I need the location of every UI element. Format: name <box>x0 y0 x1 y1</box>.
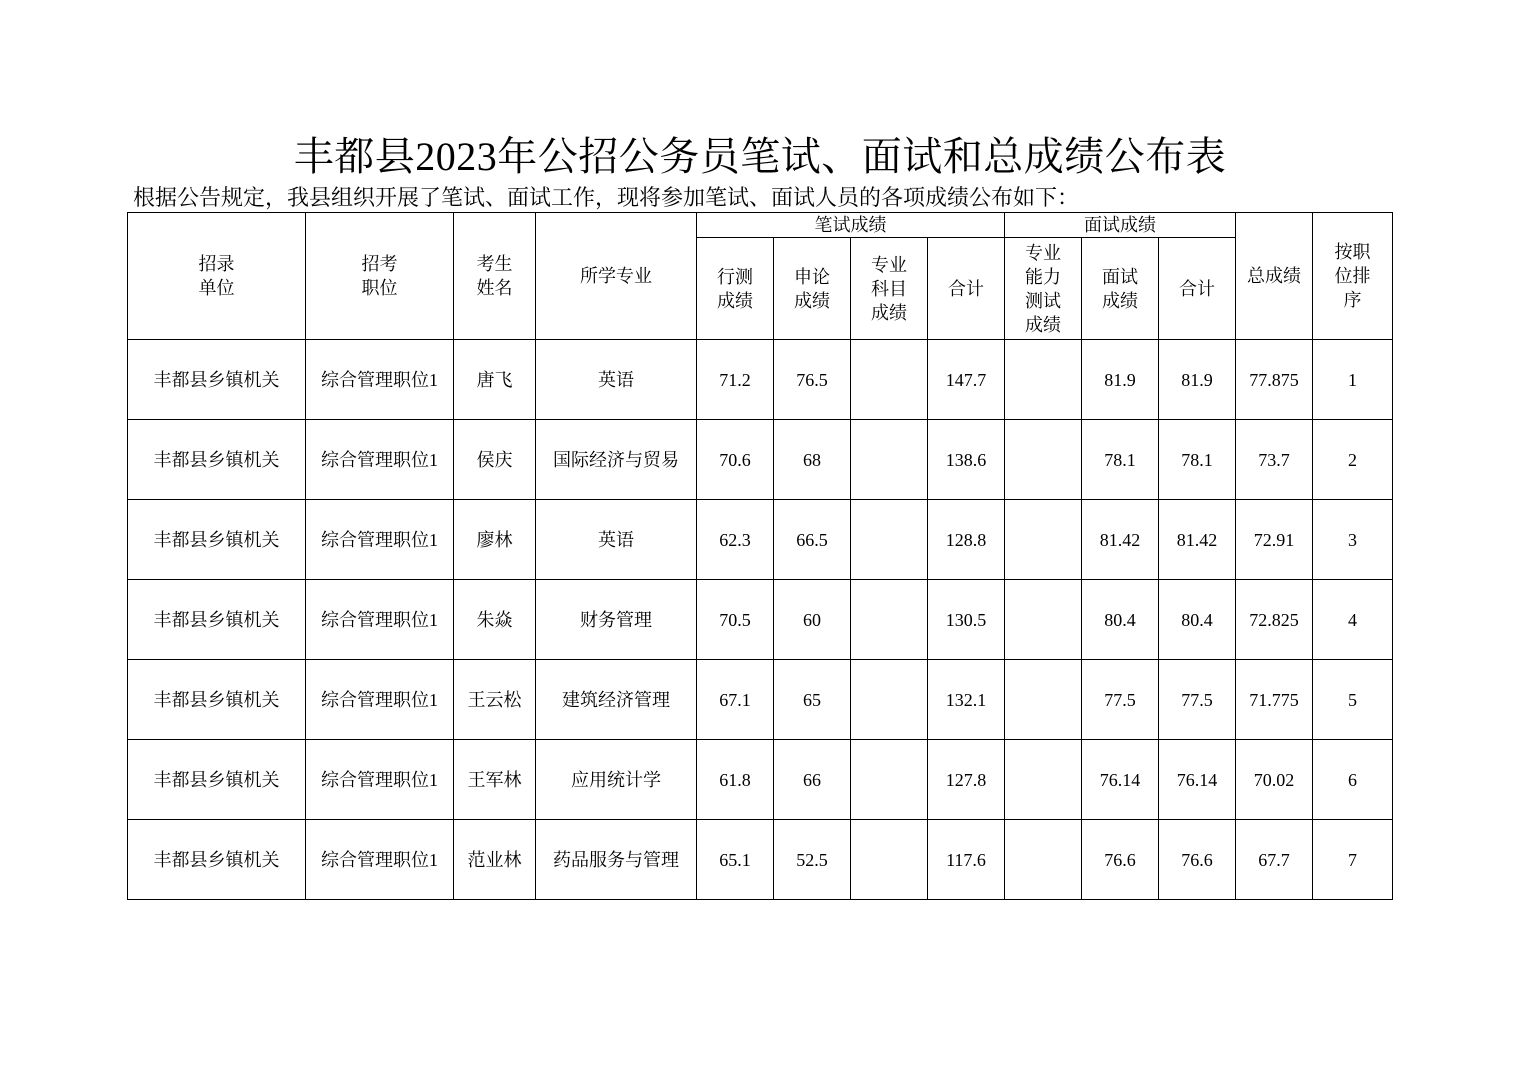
cell-xingce: 70.5 <box>697 580 774 660</box>
cell-ability-test <box>1005 820 1082 900</box>
cell-shenlun: 65 <box>774 660 851 740</box>
cell-major: 英语 <box>536 500 697 580</box>
header-rank: 按职 位排 序 <box>1313 213 1393 340</box>
cell-special-subject <box>851 740 928 820</box>
cell-interview-score: 76.6 <box>1082 820 1159 900</box>
cell-position: 综合管理职位1 <box>306 420 454 500</box>
cell-written-total: 132.1 <box>928 660 1005 740</box>
cell-xingce: 70.6 <box>697 420 774 500</box>
header-written-total: 合计 <box>928 238 1005 340</box>
cell-major: 国际经济与贸易 <box>536 420 697 500</box>
cell-total: 73.7 <box>1236 420 1313 500</box>
table-row <box>128 660 1393 740</box>
cell-interview-score: 77.5 <box>1082 660 1159 740</box>
header-name: 考生 姓名 <box>454 213 536 340</box>
cell-position: 综合管理职位1 <box>306 820 454 900</box>
cell-name: 王军林 <box>454 740 536 820</box>
cell-total: 71.775 <box>1236 660 1313 740</box>
cell-unit: 丰都县乡镇机关 <box>128 500 306 580</box>
cell-shenlun: 66.5 <box>774 500 851 580</box>
cell-unit: 丰都县乡镇机关 <box>128 580 306 660</box>
cell-shenlun: 68 <box>774 420 851 500</box>
cell-name: 侯庆 <box>454 420 536 500</box>
header-total: 总成绩 <box>1236 213 1313 340</box>
cell-interview-total: 80.4 <box>1159 580 1236 660</box>
cell-unit: 丰都县乡镇机关 <box>128 340 306 420</box>
cell-name: 王云松 <box>454 660 536 740</box>
scores-table <box>127 212 1393 900</box>
cell-unit: 丰都县乡镇机关 <box>128 740 306 820</box>
cell-major: 药品服务与管理 <box>536 820 697 900</box>
table-row <box>128 740 1393 820</box>
cell-position: 综合管理职位1 <box>306 500 454 580</box>
cell-name: 范业林 <box>454 820 536 900</box>
cell-written-total: 128.8 <box>928 500 1005 580</box>
cell-interview-total: 77.5 <box>1159 660 1236 740</box>
cell-special-subject <box>851 500 928 580</box>
cell-shenlun: 52.5 <box>774 820 851 900</box>
cell-written-total: 130.5 <box>928 580 1005 660</box>
cell-shenlun: 66 <box>774 740 851 820</box>
cell-written-total: 117.6 <box>928 820 1005 900</box>
cell-xingce: 65.1 <box>697 820 774 900</box>
cell-written-total: 138.6 <box>928 420 1005 500</box>
cell-position: 综合管理职位1 <box>306 660 454 740</box>
cell-ability-test <box>1005 660 1082 740</box>
header-interview-score: 面试 成绩 <box>1082 238 1159 340</box>
cell-total: 67.7 <box>1236 820 1313 900</box>
table-row <box>128 420 1393 500</box>
cell-special-subject <box>851 420 928 500</box>
cell-special-subject <box>851 580 928 660</box>
cell-interview-score: 81.9 <box>1082 340 1159 420</box>
cell-special-subject <box>851 660 928 740</box>
header-special-subject: 专业 科目 成绩 <box>851 238 928 340</box>
table-row <box>128 340 1393 420</box>
header-interview-group: 面试成绩 <box>1005 213 1236 238</box>
cell-rank: 7 <box>1313 820 1393 900</box>
cell-interview-total: 81.9 <box>1159 340 1236 420</box>
cell-written-total: 127.8 <box>928 740 1005 820</box>
cell-position: 综合管理职位1 <box>306 340 454 420</box>
cell-rank: 2 <box>1313 420 1393 500</box>
header-position: 招考 职位 <box>306 213 454 340</box>
table-row <box>128 820 1393 900</box>
cell-position: 综合管理职位1 <box>306 580 454 660</box>
cell-name: 廖林 <box>454 500 536 580</box>
cell-interview-score: 81.42 <box>1082 500 1159 580</box>
header-ability-test: 专业 能力 测试 成绩 <box>1005 238 1082 340</box>
header-row-group <box>128 213 1393 238</box>
cell-special-subject <box>851 340 928 420</box>
cell-written-total: 147.7 <box>928 340 1005 420</box>
cell-major: 财务管理 <box>536 580 697 660</box>
cell-unit: 丰都县乡镇机关 <box>128 820 306 900</box>
header-written-group: 笔试成绩 <box>697 213 1005 238</box>
cell-major: 英语 <box>536 340 697 420</box>
cell-major: 应用统计学 <box>536 740 697 820</box>
cell-unit: 丰都县乡镇机关 <box>128 660 306 740</box>
cell-interview-total: 76.6 <box>1159 820 1236 900</box>
cell-rank: 5 <box>1313 660 1393 740</box>
intro-text: 根据公告规定，我县组织开展了笔试、面试工作，现将参加笔试、面试人员的各项成绩公布如下： <box>133 185 1080 210</box>
cell-ability-test <box>1005 500 1082 580</box>
cell-shenlun: 76.5 <box>774 340 851 420</box>
cell-interview-total: 78.1 <box>1159 420 1236 500</box>
cell-total: 77.875 <box>1236 340 1313 420</box>
table-row <box>128 500 1393 580</box>
cell-name: 朱焱 <box>454 580 536 660</box>
cell-ability-test <box>1005 340 1082 420</box>
cell-interview-score: 76.14 <box>1082 740 1159 820</box>
cell-rank: 4 <box>1313 580 1393 660</box>
cell-name: 唐飞 <box>454 340 536 420</box>
header-interview-total: 合计 <box>1159 238 1236 340</box>
cell-unit: 丰都县乡镇机关 <box>128 420 306 500</box>
cell-xingce: 62.3 <box>697 500 774 580</box>
cell-total: 72.825 <box>1236 580 1313 660</box>
cell-position: 综合管理职位1 <box>306 740 454 820</box>
cell-ability-test <box>1005 740 1082 820</box>
cell-xingce: 71.2 <box>697 340 774 420</box>
cell-total: 72.91 <box>1236 500 1313 580</box>
cell-major: 建筑经济管理 <box>536 660 697 740</box>
header-xingce: 行测 成绩 <box>697 238 774 340</box>
cell-shenlun: 60 <box>774 580 851 660</box>
cell-rank: 3 <box>1313 500 1393 580</box>
cell-interview-total: 76.14 <box>1159 740 1236 820</box>
header-unit: 招录 单位 <box>128 213 306 340</box>
table-row <box>128 580 1393 660</box>
page-title: 丰都县2023年公招公务员笔试、面试和总成绩公布表 <box>293 134 1227 179</box>
cell-interview-score: 80.4 <box>1082 580 1159 660</box>
cell-xingce: 61.8 <box>697 740 774 820</box>
cell-special-subject <box>851 820 928 900</box>
cell-rank: 1 <box>1313 340 1393 420</box>
header-shenlun: 申论 成绩 <box>774 238 851 340</box>
cell-xingce: 67.1 <box>697 660 774 740</box>
header-major: 所学专业 <box>536 213 697 340</box>
cell-rank: 6 <box>1313 740 1393 820</box>
cell-ability-test <box>1005 580 1082 660</box>
cell-total: 70.02 <box>1236 740 1313 820</box>
cell-interview-total: 81.42 <box>1159 500 1236 580</box>
cell-ability-test <box>1005 420 1082 500</box>
cell-interview-score: 78.1 <box>1082 420 1159 500</box>
